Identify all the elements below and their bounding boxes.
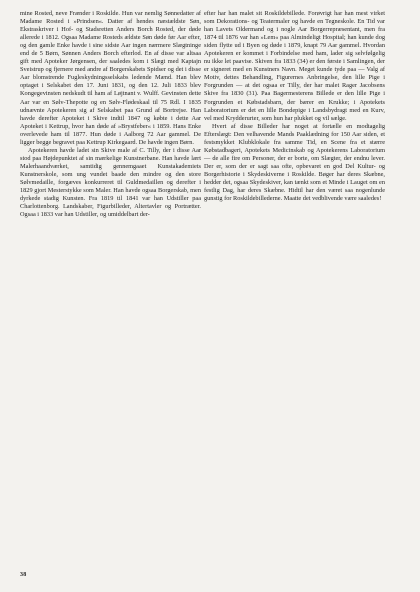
paragraph: efter har han malet sit Roskildebillede. Forøvrigt har han mest virket som Dekorations- og Teatermaler og havde en Tegneskole. En Tid var han Lavets Oldermand og i nogle Aar Borgerrepræsentant, men fra 1874 til 1876 var han »Lem« paa Almindeligt Hospital; han kunde dog siden flytte ud i Byen og døde i 1879, knapt 79 Aar gammel. Hvordan Apotekeren er kommet i Forbindelse med ham, lader sig selvfølgelig nu ikke let paavise. Skiven fra 1833 (34) er den første i Samlingen, der er signeret med en Kunstners Navn. Meget kunde tyde paa — Valg af Motiv, dettes Behandling, Figurernes Anbringelse, den lille Pige i Forgrunden — at det ogsaa er Tilly, der har malet Rager Jacobsens Skive fra 1830 (31). Paa Bagermesterens Billede er den lille Pige i Forgrunden et Købstadsbarn, der bærer en Krukke; i Apotekets Laboratorium er det en lille Bondepige i Landsbydragt med en Kurv, vel med Krydderurter, som hun har plukket og vil sælge. [204, 10, 385, 122]
paragraph: mine Rosted, neve Frænder i Roskilde. Hun var nemlig Sønnedatter af Madame Rosted i »Prindsen«. Datter af hendes næstældste Søn, Ekstraskriver i Hof- og Stadsretten Anders Borch Rosted, der døde allerede i 1812. Ogsaa Madame Rosteds ældste Søn døde før Aar efter, og den gamle Enke havde i sine sidste Aar ingen nærmere Slægtninge end de 5 Børn, Sønnen Anders Borch efterlod. En af disse var altsaa gift med Apoteker Jørgensen, der saaledes kom i Slægt med Kaptajn Sveistrup og fjernere med andre af Borgerskabets Spidser og det i disse Aar blomstrende Fugleskydningsselskabs ledende Mænd. Han blev optaget i Selskabet den 17. Juni 1831, og den 12. Juli 1833 blev Kongegevinsten nedskudt til ham af Løjtnant v. Wulff. Gevinsten dette Aar var en Sølv-Thepotte og en Sølv-Flødeskaal til 75 Rdl. I 1835 udnævnte Apotekeren sig af Selskabet paa Grund af Bortrejse. Han havde derefter Apoteket i Skive indtil 1847 og købte i dette Aar Apoteket i Kettrup, hvor han døde af »Brystfeber« i 1859. Hans Enke overlevede ham til 1877. Hun døde i Aalborg 72 Aar gammel. De ligger begge begravet paa Kettrup Kirkegaard. De havde ingen Børn. [20, 10, 201, 146]
page-number: 38 [20, 572, 27, 578]
left-text-column [20, 10, 201, 219]
right-text-column [204, 10, 385, 203]
paragraph: Hvert af disse Billeder har noget at fortælle en modtagelig Efterslægt: Den velhavende Mands Paaklædning for 150 Aar siden, et festsmykket Klubklokale fra samme Tid, en Scene fra et stærre Købstadbageri, Apotekets Medicinskab og Apotekerens Laboratorium — de alle fire om Personer, der er borte, om Slægter, der endnu lever. Der er, som der er sagt saa ofte, opbevaret en god Del Kultur- og Borgerhistorie i Skydeskiverne i Roskilde. Bøger har deres Skæbne, hedder det, ogsaa Skydeskiver, kan tænkt som et Minde i Lauget om en festlig Dag, har deres Skæbne. Hidtil har den været saa nogenlunde gunstig for Roskildebillederne. Maatte det vedblivende være saaledes! [204, 122, 385, 203]
paragraph: Apotekeren havde ladet sin Skive male af C. Tilly, der i disse Aar stod paa Højdepunktet af sin mærkelige Kunstnerbane. Han havde lært Malerhaandværket, samtidig gennemgaaet Kunstakademiets Kunstnerskole, som ung vundet baade den mindre og den store Sølvmedaille, forgæves konkurreret til Guldmedaillen og derefter i 1829 gjort Mesterstykke som Maler. Han havde ogsaa Borgerskab, men dyrkede stadig Kunsten. Fra 1819 til 1841 var han Udstiller paa Charlottenborg. Landskaber, Figurbilleder, Altertavler og Portrætter. Ogsaa i 1833 var han Udstiller, og umiddelbart der- [20, 146, 201, 219]
